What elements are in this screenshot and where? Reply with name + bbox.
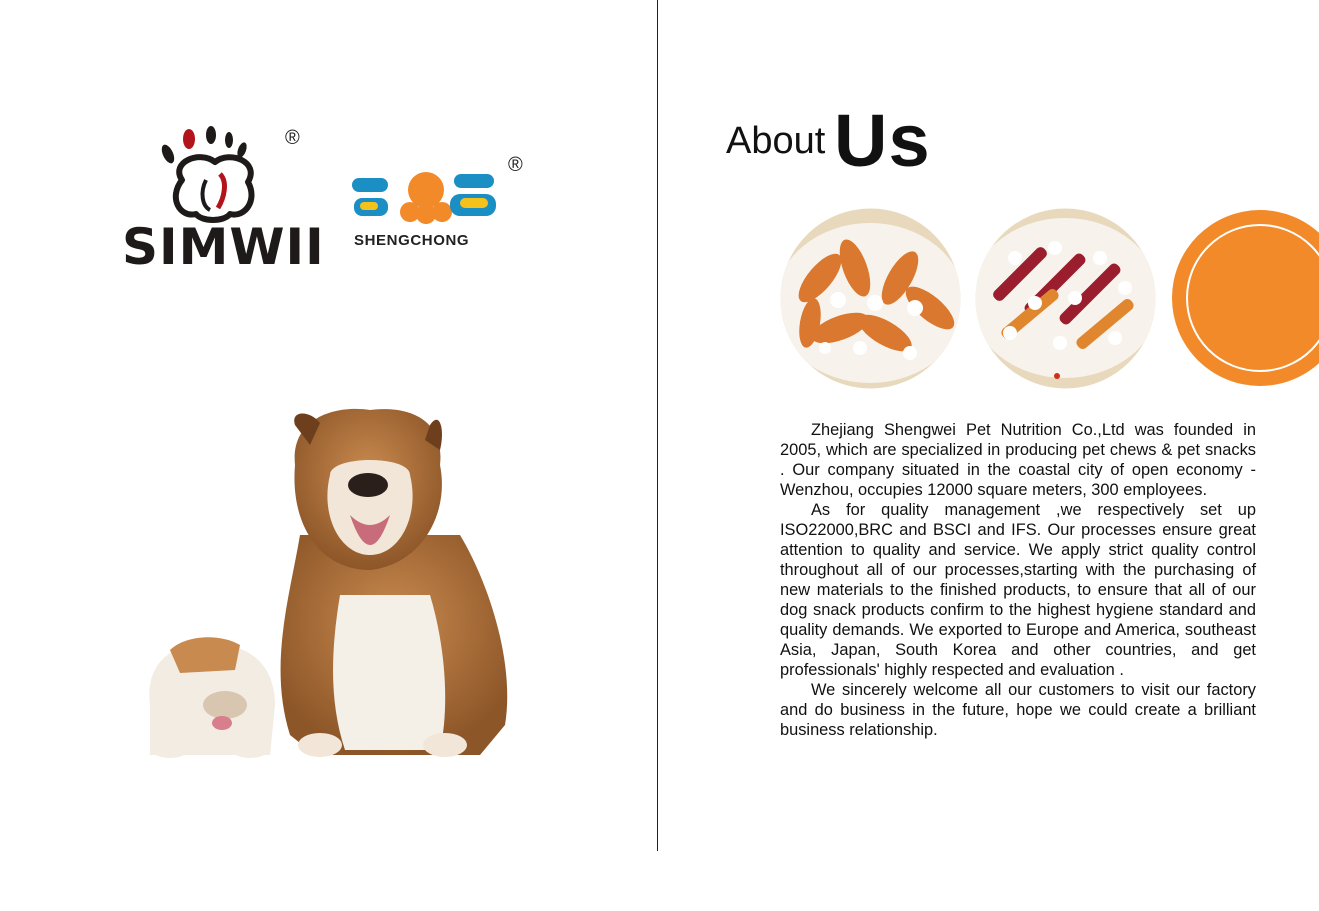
paragraph-company: Zhejiang Shengwei Pet Nutrition Co.,Ltd was founded in 2005, which are specialized in producing pet chews & pet snacks . Our company situated in the coastal city of open economy - Wenzhou, occupies 12000 square meters, 300 employees.: [780, 421, 1256, 499]
heading-us: Us: [834, 99, 931, 182]
page-divider: [657, 0, 658, 851]
registered-mark: ®: [285, 127, 300, 149]
bulldogs-image: [140, 405, 520, 770]
paragraph-welcome: We sincerely welcome all our customers to visit our factory and do business in the future, hope we could create a brilliant business relationship.: [780, 681, 1256, 739]
registered-mark: ®: [508, 154, 523, 176]
duck-and-bone-chews-photo: [975, 208, 1156, 389]
paragraph-quality: As for quality management ,we respectively set up ISO22000,BRC and BSCI and IFS. Our processes ensure great attention to quality and service. We apply strict quality control throughout all of our processes,starting with the purchasing of new materials to the finished products, to ensure that all of our dog snack products confirm to the highest hygiene standard and quality demands. We exported to Europe and America, southeast Asia, Japan, South Korea and other countries, and get professionals' highly respected and evaluation .: [780, 501, 1256, 679]
shengchong-logo: [350, 168, 502, 228]
simwii-wordmark: SIMWII: [122, 218, 325, 276]
heading-about: About: [726, 120, 826, 162]
orange-circle-decoration: [1170, 208, 1319, 389]
about-us-body: [780, 420, 1256, 740]
chicken-drumstick-chews-photo: [780, 208, 961, 389]
shengchong-wordmark: SHENGCHONG: [354, 232, 470, 249]
